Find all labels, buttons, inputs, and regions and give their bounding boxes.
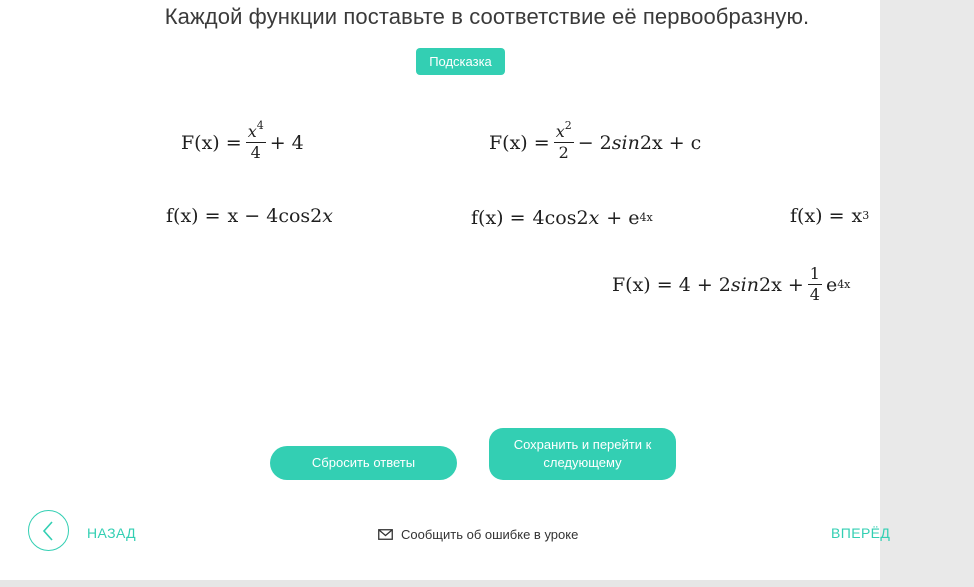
fraction: $\frac{x^2}{2}$ <box>555 119 572 162</box>
back-link[interactable]: НАЗАД <box>87 525 137 541</box>
function-card-1[interactable]: f(x) = x − 4cos2 x <box>166 205 333 227</box>
function-card-2[interactable]: f(x) = 4cos2 x + e 4x <box>471 207 653 229</box>
antiderivative-card-3[interactable]: F(x) = 4 + 2 sin 2x + $\frac{1}{4}$ e 4x <box>612 264 851 304</box>
fraction: $\frac{1}{4}$ <box>809 264 820 304</box>
save-and-next-button[interactable]: Сохранить и перейти к следующему <box>489 428 676 480</box>
math-lhs: F(x) = <box>489 131 550 154</box>
fraction: $\frac{x^4}{4}$ <box>247 119 264 162</box>
report-error-link[interactable] <box>378 527 578 542</box>
math-lhs: F(x) = <box>181 131 242 154</box>
envelope-icon <box>378 529 393 540</box>
antiderivative-card-2[interactable]: F(x) = $\frac{x^2}{2}$ − 2 sin 2x + c <box>489 119 702 162</box>
reset-answers-button[interactable]: Сбросить ответы <box>270 446 457 480</box>
chevron-left-icon <box>41 521 55 541</box>
report-error-label: Сообщить об ошибке в уроке <box>401 527 579 542</box>
task-title: Каждой функции поставьте в соответствие её первообразную. <box>164 4 810 29</box>
forward-link[interactable]: ВПЕРЁД <box>831 525 891 541</box>
antiderivative-card-1[interactable] <box>181 119 304 162</box>
back-button[interactable] <box>28 510 69 551</box>
math-rest: + 4 <box>269 131 304 154</box>
function-card-3[interactable]: f(x) = x 3 <box>790 205 870 227</box>
hint-button[interactable]: Подсказка <box>416 48 505 75</box>
page-bottom-edge <box>0 580 880 587</box>
